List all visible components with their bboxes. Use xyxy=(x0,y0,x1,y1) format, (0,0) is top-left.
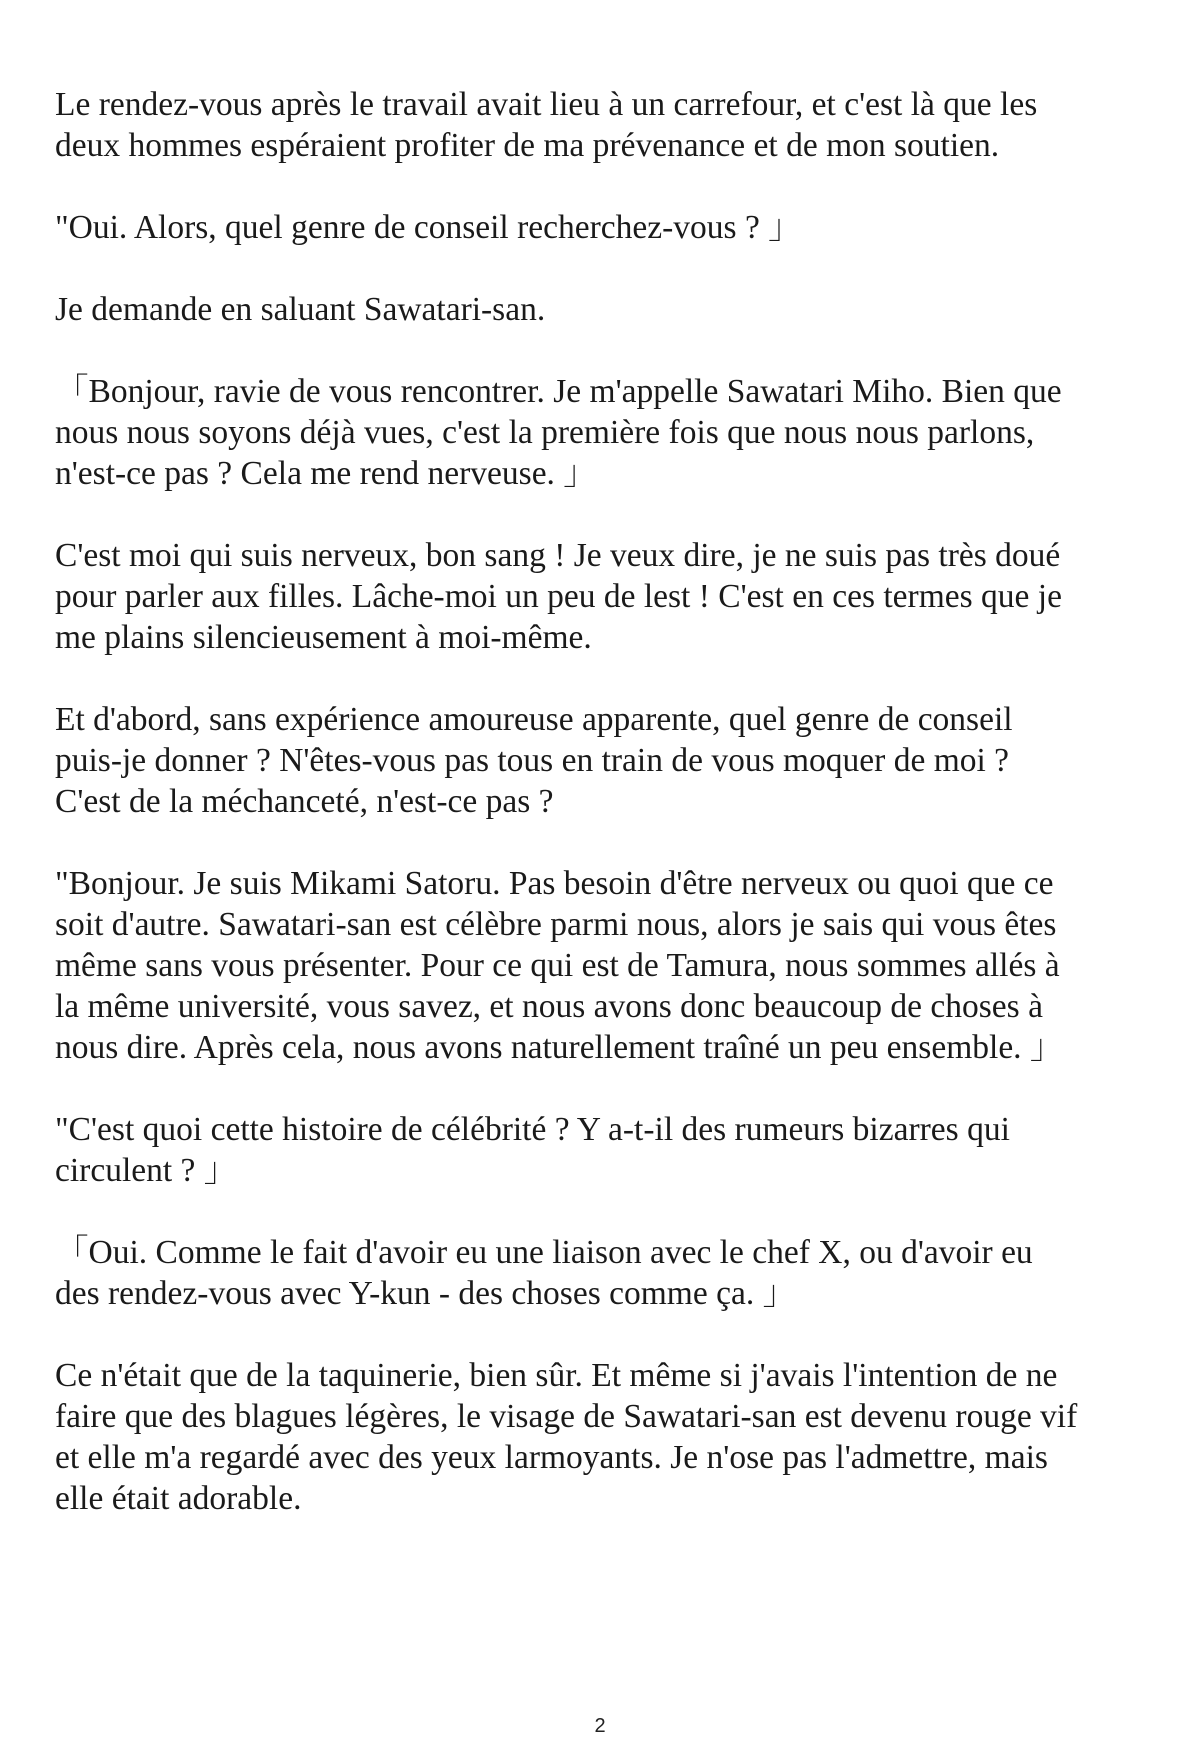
document-body xyxy=(55,84,1155,1560)
paragraph: 「Bonjour, ravie de vous rencontrer. Je m'appelle Sawatari Miho. Bien que nous nous soyons déjà vues, c'est la première fois que nous nous parlons, n'est-ce pas ? Cela me rend nerveuse. 」 xyxy=(55,373,1062,492)
paragraph: "C'est quoi cette histoire de célébrité ? Y a-t-il des rumeurs bizarres qui circulent ? 」 xyxy=(55,1111,1010,1189)
paragraph: Ce n'était que de la taquinerie, bien sûr. Et même si j'avais l'intention de ne faire que des blagues légères, le visage de Sawatari-san est devenu rouge vif et elle m'a regardé avec des yeux larmoyants. Je n'ose pas l'admettre, mais elle était adorable. xyxy=(55,1357,1078,1517)
paragraph: Le rendez-vous après le travail avait lieu à un carrefour, et c'est là que les deux hommes espéraient profiter de ma prévenance et de mon soutien. xyxy=(55,86,1038,164)
paragraph: "Bonjour. Je suis Mikami Satoru. Pas besoin d'être nerveux ou quoi que ce soit d'autre. Sawatari-san est célèbre parmi nous, alors je sais qui vous êtes même sans vous présenter. Pour ce qui est de Tamura, nous sommes allés à la même université, vous savez, et nous avons donc beaucoup de choses à nous dire. Après cela, nous avons naturellement traîné un peu ensemble. 」 xyxy=(55,865,1064,1066)
paragraph: "Oui. Alors, quel genre de conseil recherchez-vous ? 」 xyxy=(55,209,802,246)
paragraph: 「Oui. Comme le fait d'avoir eu une liaison avec le chef X, ou d'avoir eu des rendez-vous avec Y-kun - des choses comme ça. 」 xyxy=(55,1234,1033,1312)
paragraph: Et d'abord, sans expérience amoureuse apparente, quel genre de conseil puis-je donner ? N'êtes-vous pas tous en train de vous moquer de moi ? C'est de la méchanceté, n'est-ce pas ? xyxy=(55,701,1013,820)
paragraph: Je demande en saluant Sawatari-san. xyxy=(55,291,546,328)
page-number: 2 xyxy=(594,1715,606,1737)
paragraph: C'est moi qui suis nerveux, bon sang ! Je veux dire, je ne suis pas très doué pour parler aux filles. Lâche-moi un peu de lest ! C'est en ces termes que je me plains silencieusement à moi-même. xyxy=(55,537,1062,656)
